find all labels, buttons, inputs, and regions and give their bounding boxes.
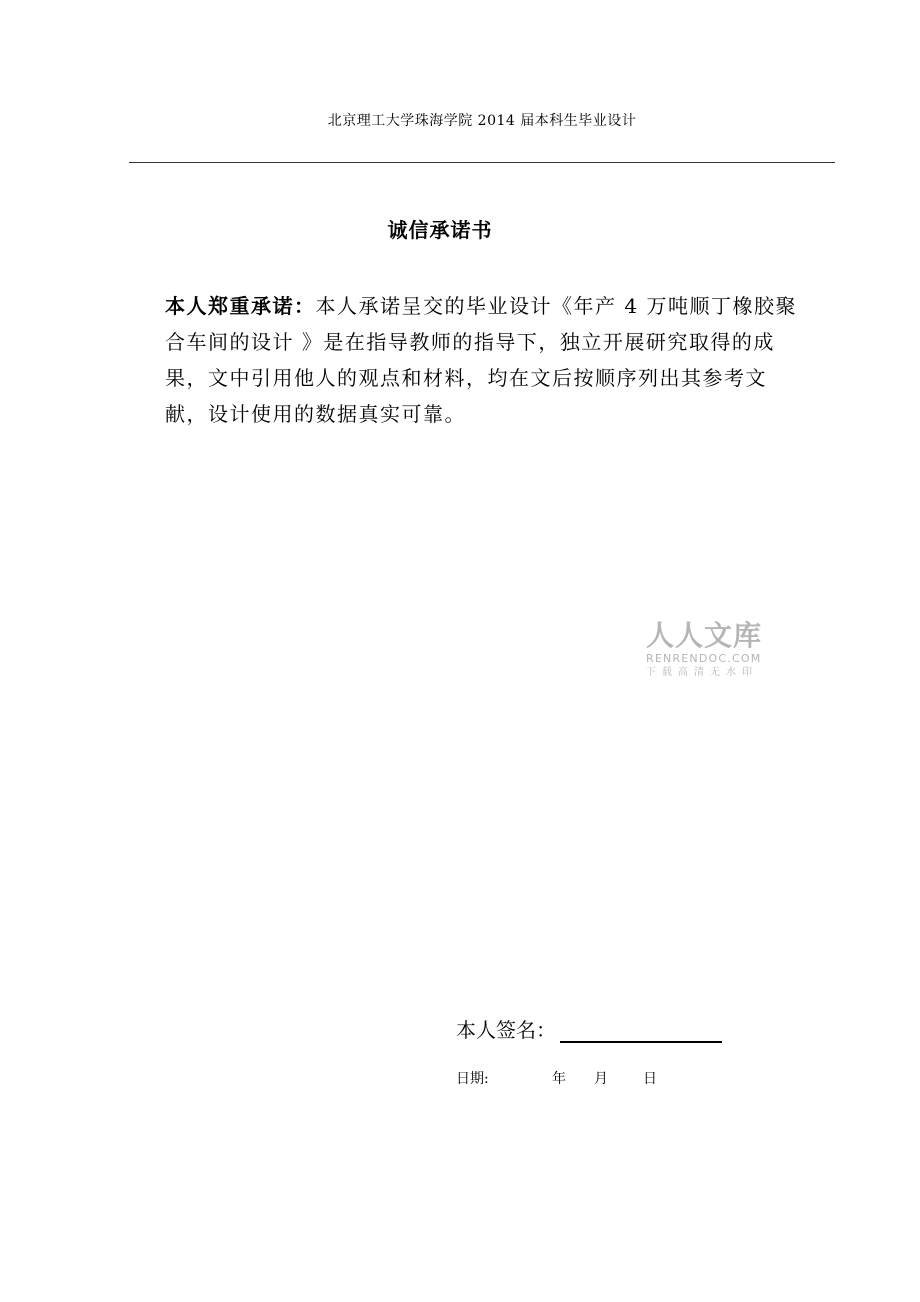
- page-header: 北京理工大学珠海学院 2014 届本科生毕业设计: [327, 113, 637, 129]
- signature-line: [560, 1017, 722, 1043]
- date-row: [456, 1068, 657, 1088]
- pledge-lead: 本人郑重承诺：: [165, 294, 316, 318]
- date-label: 日期:: [456, 1071, 489, 1087]
- watermark-note: 下载高清无水印: [646, 667, 758, 678]
- watermark-site: RENRENDOC.COM: [646, 652, 762, 665]
- watermark-brand: 人人文库: [646, 619, 763, 652]
- document-title: 诚信承诺书: [387, 218, 493, 242]
- date-month-label: 月: [594, 1071, 608, 1087]
- header-divider: [129, 162, 835, 163]
- pledge-paragraph: [165, 288, 805, 432]
- signature-label: 本人签名：: [456, 1018, 556, 1042]
- signature-row: [456, 1014, 722, 1043]
- date-day-label: 日: [643, 1071, 657, 1087]
- watermark-logo: [646, 620, 776, 680]
- date-year-label: 年: [552, 1071, 566, 1087]
- pledge-body: 本人承诺呈交的毕业设计《年产 4 万吨顺丁橡胶聚合车间的设计 》是在指导教师的指导下，独立开展研究取得的成果，文中引用他人的观点和材料，均在文后按顺序列出其参考文献，设计使用的数据真实可靠。: [165, 294, 797, 426]
